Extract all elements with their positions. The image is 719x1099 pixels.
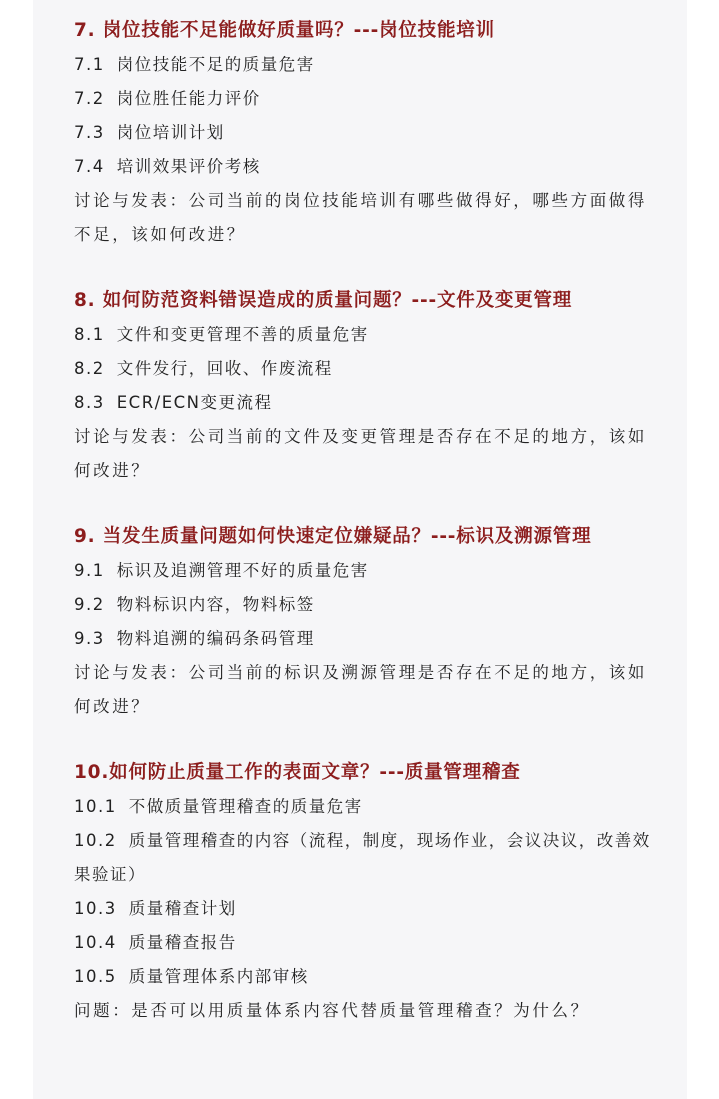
item-number: 10.2 <box>74 831 117 850</box>
section-7 <box>74 14 654 252</box>
item-number: 9.1 <box>74 561 105 580</box>
section-9 <box>74 520 654 724</box>
list-item <box>74 824 654 892</box>
item-text: 质量稽查计划 <box>128 899 237 918</box>
item-text: 培训效果评价考核 <box>116 157 261 176</box>
item-number: 8.2 <box>74 359 105 378</box>
item-text: 不做质量管理稽查的质量危害 <box>128 797 363 816</box>
item-number: 10.5 <box>74 967 117 986</box>
section-title: 10.如何防止质量工作的表面文章？---质量管理稽查 <box>74 762 521 783</box>
item-text: 岗位培训计划 <box>116 123 225 142</box>
discussion-text: 讨论与发表：公司当前的岗位技能培训有哪些做得好，哪些方面做得不足，该如何改进？ <box>74 191 647 244</box>
item-number: 10.4 <box>74 933 117 952</box>
item-number: 7.4 <box>74 157 105 176</box>
article-page <box>33 0 687 1099</box>
list-item <box>74 892 654 926</box>
item-text: 文件和变更管理不善的质量危害 <box>116 325 369 344</box>
list-item <box>74 554 654 588</box>
discussion-text: 讨论与发表：公司当前的标识及溯源管理是否存在不足的地方，该如何改进？ <box>74 663 647 716</box>
item-text: 岗位胜任能力评价 <box>116 89 261 108</box>
item-number: 7.2 <box>74 89 105 108</box>
item-number: 9.2 <box>74 595 105 614</box>
article-content <box>74 14 654 1060</box>
section-title: 8. 如何防范资料错误造成的质量问题？---文件及变更管理 <box>74 290 573 311</box>
item-number: 7.3 <box>74 123 105 142</box>
list-item <box>74 352 654 386</box>
item-text: 质量稽查报告 <box>128 933 237 952</box>
item-number: 8.3 <box>74 393 105 412</box>
item-number: 9.3 <box>74 629 105 648</box>
section-8 <box>74 284 654 488</box>
item-text: 物料标识内容，物料标签 <box>116 595 315 614</box>
list-item <box>74 588 654 622</box>
item-number: 8.1 <box>74 325 105 344</box>
discussion-text: 讨论与发表：公司当前的文件及变更管理是否存在不足的地方，该如何改进？ <box>74 427 647 480</box>
list-item <box>74 926 654 960</box>
item-text: 质量管理体系内部审核 <box>128 967 309 986</box>
item-text: 质量管理稽查的内容（流程，制度，现场作业，会议决议，改善效果验证） <box>74 831 651 884</box>
item-text: 文件发行，回收、作废流程 <box>116 359 333 378</box>
item-text: 岗位技能不足的质量危害 <box>116 55 315 74</box>
list-item <box>74 82 654 116</box>
list-item <box>74 116 654 150</box>
list-item <box>74 622 654 656</box>
item-number: 10.1 <box>74 797 117 816</box>
list-item <box>74 960 654 994</box>
list-item <box>74 318 654 352</box>
section-title: 7. 岗位技能不足能做好质量吗？---岗位技能培训 <box>74 20 495 41</box>
item-number: 10.3 <box>74 899 117 918</box>
section-10 <box>74 756 654 1028</box>
question-text: 问题：是否可以用质量体系内容代替质量管理稽查？为什么？ <box>74 1001 590 1020</box>
list-item <box>74 48 654 82</box>
item-text: 物料追溯的编码条码管理 <box>116 629 315 648</box>
section-title: 9. 当发生质量问题如何快速定位嫌疑品？---标识及溯源管理 <box>74 526 592 547</box>
item-text: ECR/ECN变更流程 <box>116 393 273 412</box>
list-item <box>74 150 654 184</box>
item-number: 7.1 <box>74 55 105 74</box>
list-item <box>74 790 654 824</box>
list-item <box>74 386 654 420</box>
item-text: 标识及追溯管理不好的质量危害 <box>116 561 369 580</box>
